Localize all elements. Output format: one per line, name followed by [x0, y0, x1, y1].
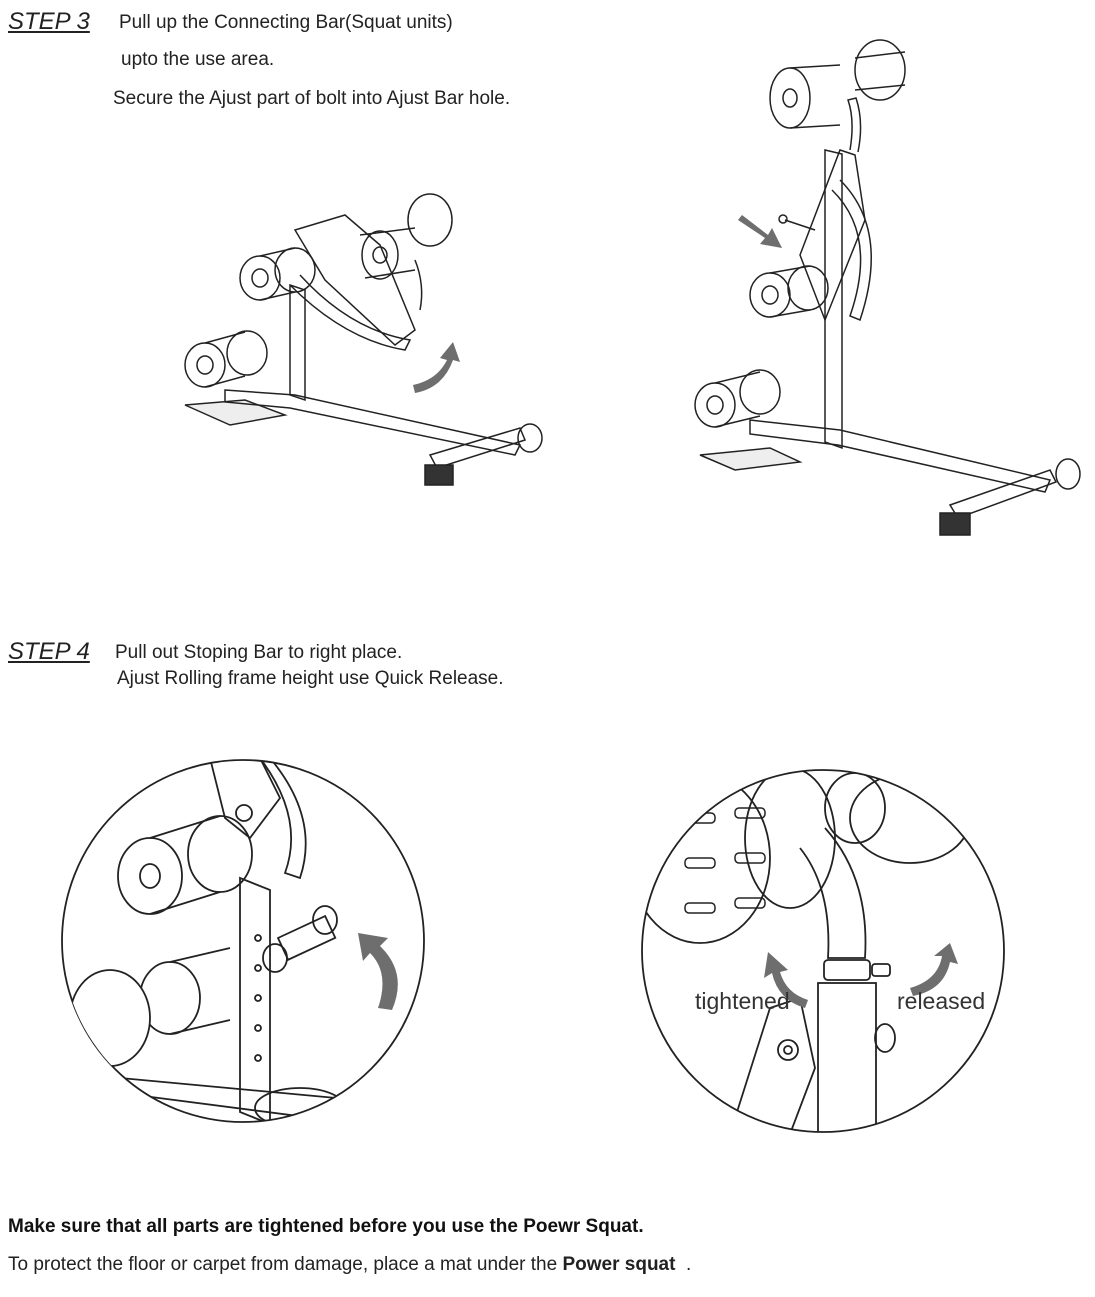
tightened-label: tightened — [695, 988, 790, 1014]
released-label: released — [897, 988, 986, 1014]
step3-figure-folded — [175, 190, 555, 500]
mat-note-product: Power squat — [562, 1254, 676, 1275]
step3-line-3: Secure the Ajust part of bolt into Ajust Bar hole. — [113, 88, 511, 109]
step4-line-2: Ajust Rolling frame height use Quick Release. — [117, 668, 504, 689]
mat-note-prefix: To protect the floor or carpet from damage, place a mat under the — [8, 1254, 563, 1275]
step3-bolt-arrow — [738, 215, 782, 248]
mat-note — [8, 1254, 691, 1276]
step4-circle-quick-release — [640, 768, 1006, 1134]
step4-tag: STEP 4 — [8, 638, 90, 665]
step4-circle-stopping-bar — [60, 758, 426, 1124]
mat-note-suffix: . — [675, 1254, 692, 1275]
step4-pull-arrow — [358, 933, 398, 1010]
warning-note: Make sure that all parts are tightened before you use the Poewr Squat. — [8, 1216, 644, 1237]
step3-tag: STEP 3 — [8, 8, 90, 35]
step3-line-1: Pull up the Connecting Bar(Squat units) — [119, 12, 453, 33]
step3-line-2: upto the use area. — [121, 49, 275, 70]
step3-figure-raised — [690, 30, 1090, 550]
step3-lift-arrow — [413, 342, 460, 393]
step4-line-1: Pull out Stoping Bar to right place. — [115, 642, 403, 663]
